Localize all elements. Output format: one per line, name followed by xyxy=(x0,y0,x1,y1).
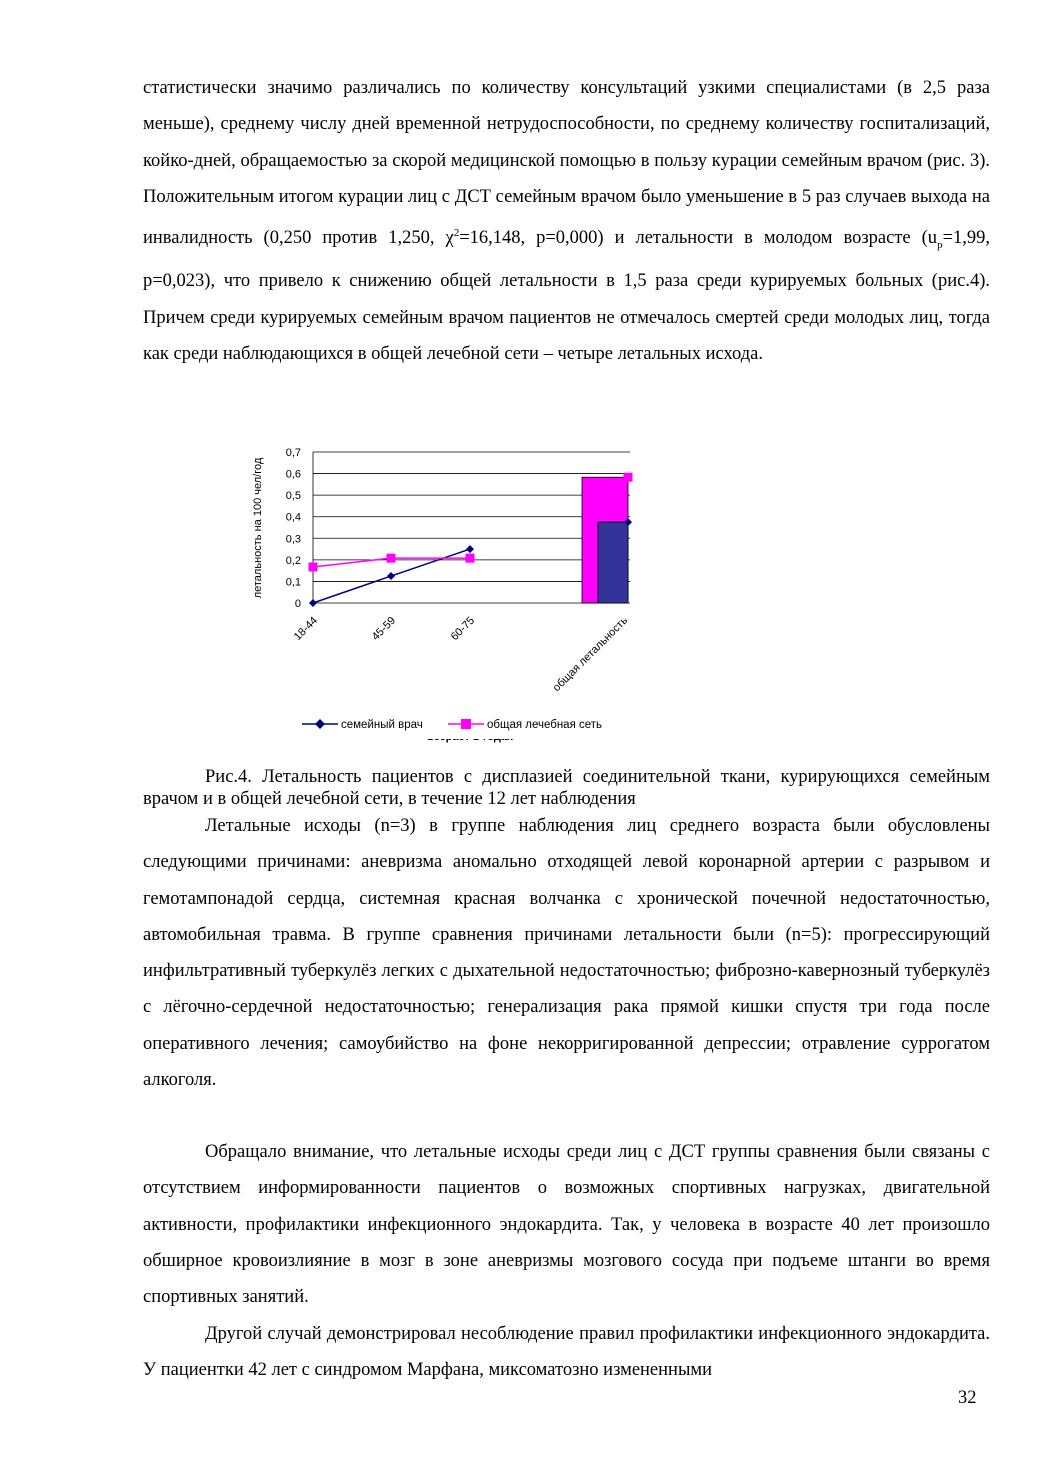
paragraph-1-part-c: =1,99, p=0,023), что привело к снижению общей летальности в 1,5 раза среди курируемых больных (рис.4). Причем среди курируемых семейным врачом пациентов не отмечалось смертей среди молодых лиц, тогда как среди наблюдающихся в общей лечебной сети – четыре летальных исхода. xyxy=(143,228,990,364)
data-point-general-network xyxy=(466,554,475,563)
data-point-general-network xyxy=(387,554,396,563)
mortality-chart xyxy=(230,428,650,748)
data-point-family-doctor xyxy=(387,572,395,580)
paragraph-2 xyxy=(143,808,990,1098)
paragraph-4-text: Другой случай демонстрировал несоблюдение правил профилактики инфекционного эндокардита. У пациентки 42 лет с синдромом Марфана, миксоматозно измененными xyxy=(143,1324,990,1381)
x-axis-ticks xyxy=(292,614,631,694)
y-tick-label: 0 xyxy=(294,598,301,610)
chi-symbol: χ xyxy=(445,228,454,249)
total-point-general-network xyxy=(624,473,633,482)
legend-marker-family-doctor xyxy=(315,719,325,729)
figure-caption-text: Рис.4. Летальность пациентов с дисплазией соединительной ткани, курирующихся семейным врачом и в общей лечебной сети, в течение 12 лет наблюдения xyxy=(143,767,990,809)
x-tick-label: 60-75 xyxy=(448,614,478,644)
total-bars xyxy=(582,477,628,603)
y-tick-label: 0,5 xyxy=(285,490,301,503)
x-tick-label-total: общая летальность xyxy=(550,614,631,695)
y-tick-label: 0,3 xyxy=(285,533,301,546)
u-subscript: p xyxy=(937,239,943,252)
x-axis-label-mask xyxy=(380,731,560,739)
y-axis-label: летальность на 100 чел/год xyxy=(252,457,264,599)
legend-label-family-doctor: семейный врач xyxy=(341,719,423,731)
y-axis-ticks xyxy=(286,447,301,610)
chart-legend xyxy=(302,719,602,731)
legend-label-general-network: общая лечебная сеть xyxy=(487,719,603,731)
y-tick-label: 0,7 xyxy=(285,447,301,459)
x-tick-label: 45-59 xyxy=(369,614,399,644)
paragraph-3 xyxy=(143,1134,990,1315)
y-tick-label: 0,2 xyxy=(285,554,301,567)
paragraph-1-part-b: =16,148, p=0,000) и летальности в молодом возрасте (u xyxy=(459,228,938,249)
data-point-family-doctor xyxy=(309,599,317,607)
y-tick-label: 0,4 xyxy=(285,511,301,524)
data-point-general-network xyxy=(309,562,318,571)
paragraph-3-text: Обращало внимание, что летальные исходы среди лиц с ДСТ группы сравнения были связаны с отсутствием информированности пациентов о возможных спортивных нагрузках, двигательной активности, профилактики инфекционного эндокардита. Так, у человека в возрасте 40 лет произошло обширное кровоизлияние в мозг в зоне аневризмы мозгового сосуда при подъеме штанги во время спортивных занятий. xyxy=(143,1142,990,1308)
total-bar-family-doctor xyxy=(598,522,628,603)
paragraph-4 xyxy=(143,1316,990,1389)
figure-caption xyxy=(143,766,990,810)
paragraph-2-text: Летальные исходы (n=3) в группе наблюдения лиц среднего возраста были обусловлены следующими причинами: аневризма аномально отходящей левой коронарной артерии с разрывом и гемотампонадой сердца, системная красная волчанка с хронической почечной недостаточностью, автомобильная травма. В группе сравнения причинами летальности были (n=5): прогрессирующий инфильтративный туберкулёз легких с дыхательной недостаточностью; фиброзно-кавернозный туберкулёз с лёгочно-сердечной недостаточностью; генерализация рака прямой кишки спустя три года после оперативного лечения; самоубийство на фоне некорригированной депрессии; отравление суррогатом алкоголя. xyxy=(143,816,990,1091)
page-number: 32 xyxy=(958,1388,977,1408)
x-tick-label: 18-44 xyxy=(291,614,321,644)
chi-superscript: 2 xyxy=(453,227,460,240)
paragraph-1-part-a: статистически значимо различались по количеству консультаций узкими специалистами (в 2,5 раза меньше), среднему числу дней временной нетрудоспособности, по среднему количеству госпитализаций, койко-дней, обращаемостью за скорой медицинской помощью в пользу курации семейным врачом (рис. 3). Положительным итогом курации лиц с ДСТ семейным врачом было уменьшение в 5 раз случаев выхода на инвалидность (0,250 против 1,250, xyxy=(143,78,990,249)
legend-marker-general-network xyxy=(461,719,471,729)
y-tick-label: 0,1 xyxy=(285,576,301,589)
y-tick-label: 0,6 xyxy=(285,468,301,481)
paragraph-1 xyxy=(143,70,990,372)
data-point-family-doctor xyxy=(466,545,474,553)
